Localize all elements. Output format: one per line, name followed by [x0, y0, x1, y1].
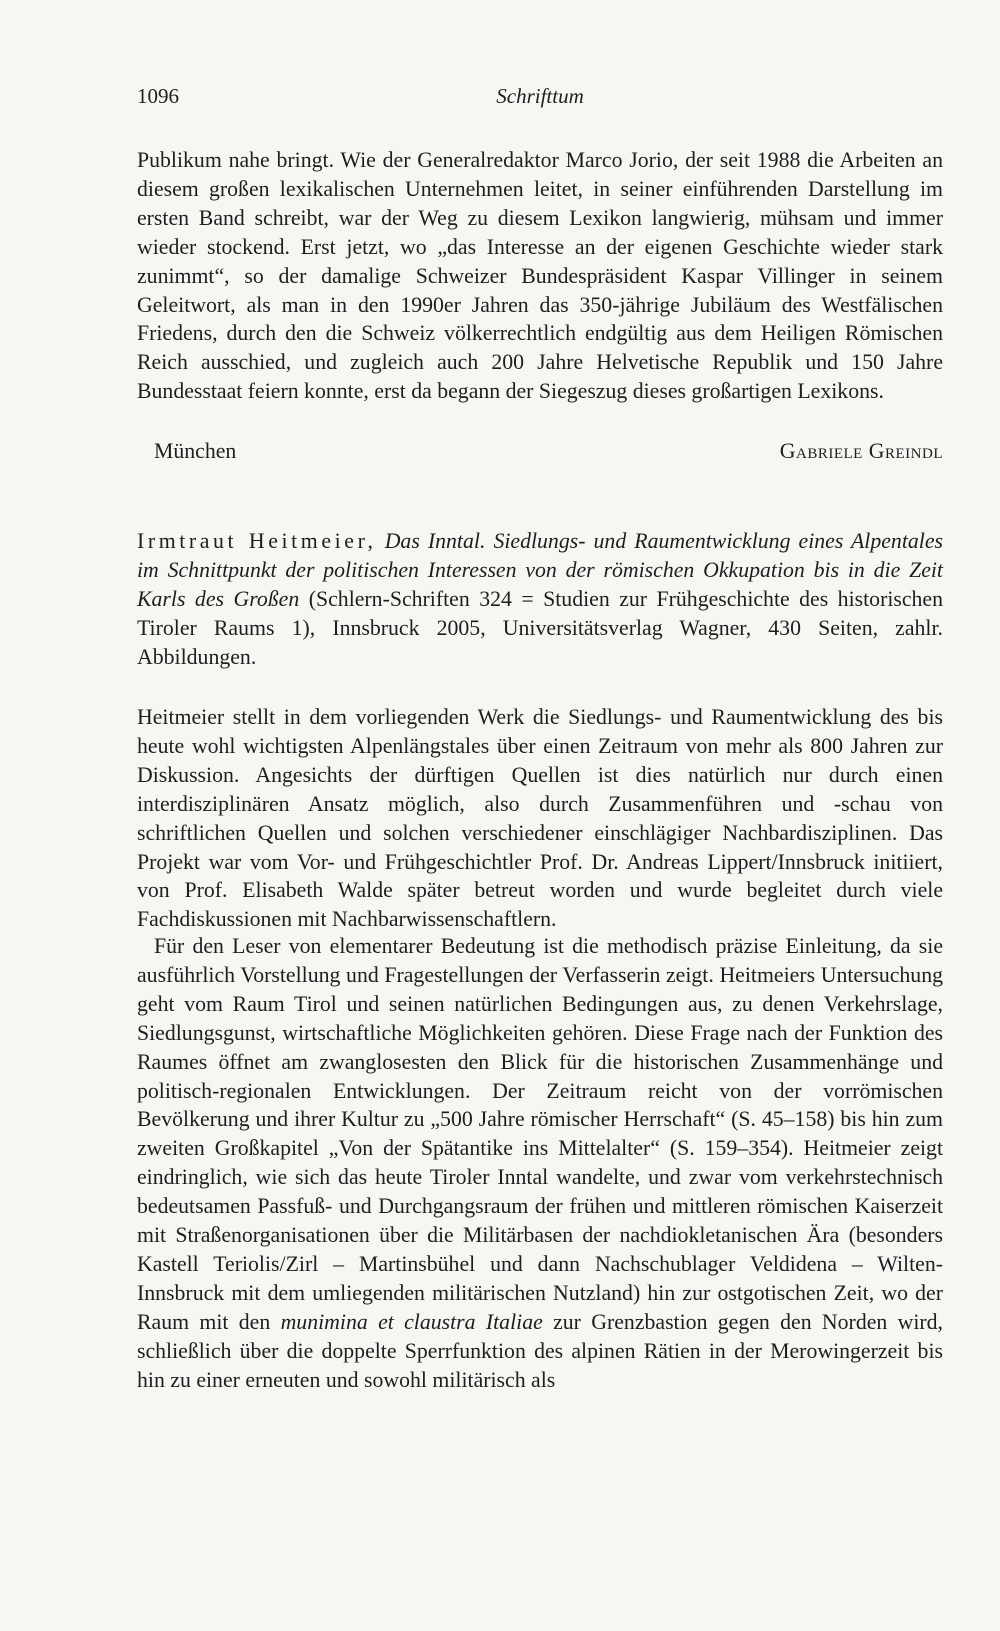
review-publication-info: (Schlern-Schriften 324 = Studien zur Frühgeschichte des historischen Tiroler Raums 1), Innsbruck 2005, Universitätsverlag Wagner, 430 Seiten, zahlr. Abbildungen. [137, 586, 944, 669]
review-paragraph-1: Heitmeier stellt in dem vorliegenden Werk die Siedlungs- und Raumentwicklung des bis heute wohl wichtigsten Alpenlängstales über einen Zeitraum von mehr als 800 Jahren zur Diskussion. Angesichts der dürftigen Quellen ist dies natürlich nur durch einen interdisziplinären Ansatz möglich, also durch Zusammenführen und -schau von schriftlichen Quellen und solchen verschiedener einschlägiger Nachbardisziplinen. Das Projekt war vom Vor- und Frühgeschichtler Prof. Dr. Andreas Lippert/Innsbruck initiiert, von Prof. Elisabeth Walde später betreut worden und wurde begleitet durch viele Fachdiskussionen mit Nachbarwissenschaftlern. [137, 705, 943, 932]
review-citation [137, 527, 943, 672]
review-paragraph-2-part-a: Für den Leser von elementarer Bedeutung ist die methodisch präzise Einleitung, da sie ausführlich Vorstellung und Fragestellungen der Verfasserin zeigt. Heitmeiers Untersuchung geht vom Raum Tirol und seinen natürlichen Bedingungen aus, zu denen Verkehrslage, Siedlungsgunst, wirtschaftliche Möglichkeiten gehören. Diese Frage nach der Funktion des Raumes öffnet am zwanglosesten den Blick für die historischen Zusammenhänge und politisch-regionalen Entwicklungen. Der Zeitraum reicht von der vorrömischen Bevölkerung und ihrer Kultur zu „500 Jahre römischer Herrschaft“ (S. 45–158) bis hin zum zweiten Großkapitel „Von der Spätantike ins Mittelalter“ (S. 159–354). Heitmeier zeigt eindringlich, wie sich das heute Tiroler Inntal wandelte, und zwar vom verkehrstechnisch bedeutsamen Passfuß- und Durchgangsraum der frühen und mittleren römischen Kaiserzeit mit Straßenorganisationen über die Militärbasen der nachdiokletanischen Ära (besonders Kastell Teriolis/Zirl – Martinsbühel und dann Nachschublager Veldidena – Wilten-Innsbruck mit dem umliegenden militärischen Nutzland) hin zur ostgotischen Zeit, wo der Raum mit den [137, 934, 943, 1334]
latin-phrase: munimina et claustra Italiae [280, 1309, 543, 1334]
review-signature [154, 439, 943, 469]
running-title: Schrifttum [496, 84, 584, 108]
previous-review-paragraph: Publikum nahe bringt. Wie der Generalredaktor Marco Jorio, der seit 1988 die Arbeiten an diesem großen lexikalischen Unternehmen leitet, in seiner einführenden Darstellung im ersten Band schreibt, war der Weg zu diesem Lexikon langwierig, mühsam und immer wieder stockend. Erst jetzt, wo „das Interesse an der eigenen Geschichte wieder stark zunimmt“, so der damalige Schweizer Bundespräsident Kaspar Villinger in seinem Geleitwort, als man in den 1990er Jahren das 350-jährige Jubiläum des Westfälischen Friedens, durch den die Schweiz völkerrechtlich endgültig aus dem Heiligen Römischen Reich ausschied, und zugleich auch 200 Jahre Helvetische Republik und 150 Jahre Bundesstaat feiern konnte, erst da begann der Siegeszug dieses großartigen Lexikons. [137, 148, 943, 404]
page-header [137, 84, 943, 120]
review-author: Irmtraut Heitmeier, [137, 529, 377, 553]
review-paragraph-2 [137, 932, 943, 1395]
review-paragraph-2-part-b: zur Grenzbastion gegen den Norden wird, schließlich über die doppelte Sperrfunktion des alpinen Rätien in der Merowingerzeit bis hin zu einer erneuten und sowohl militärisch als [137, 1309, 944, 1392]
page-number: 1096 [137, 84, 179, 108]
review-book-title: Das Inntal. Siedlungs- und Raumentwicklung eines Alpentales im Schnittpunkt der politischen Interessen von der römischen Okkupation bis in die Zeit Karls des Großen [137, 529, 944, 611]
signature-place: München [154, 439, 237, 463]
signature-reviewer: Gabriele Greindl [779, 439, 943, 463]
